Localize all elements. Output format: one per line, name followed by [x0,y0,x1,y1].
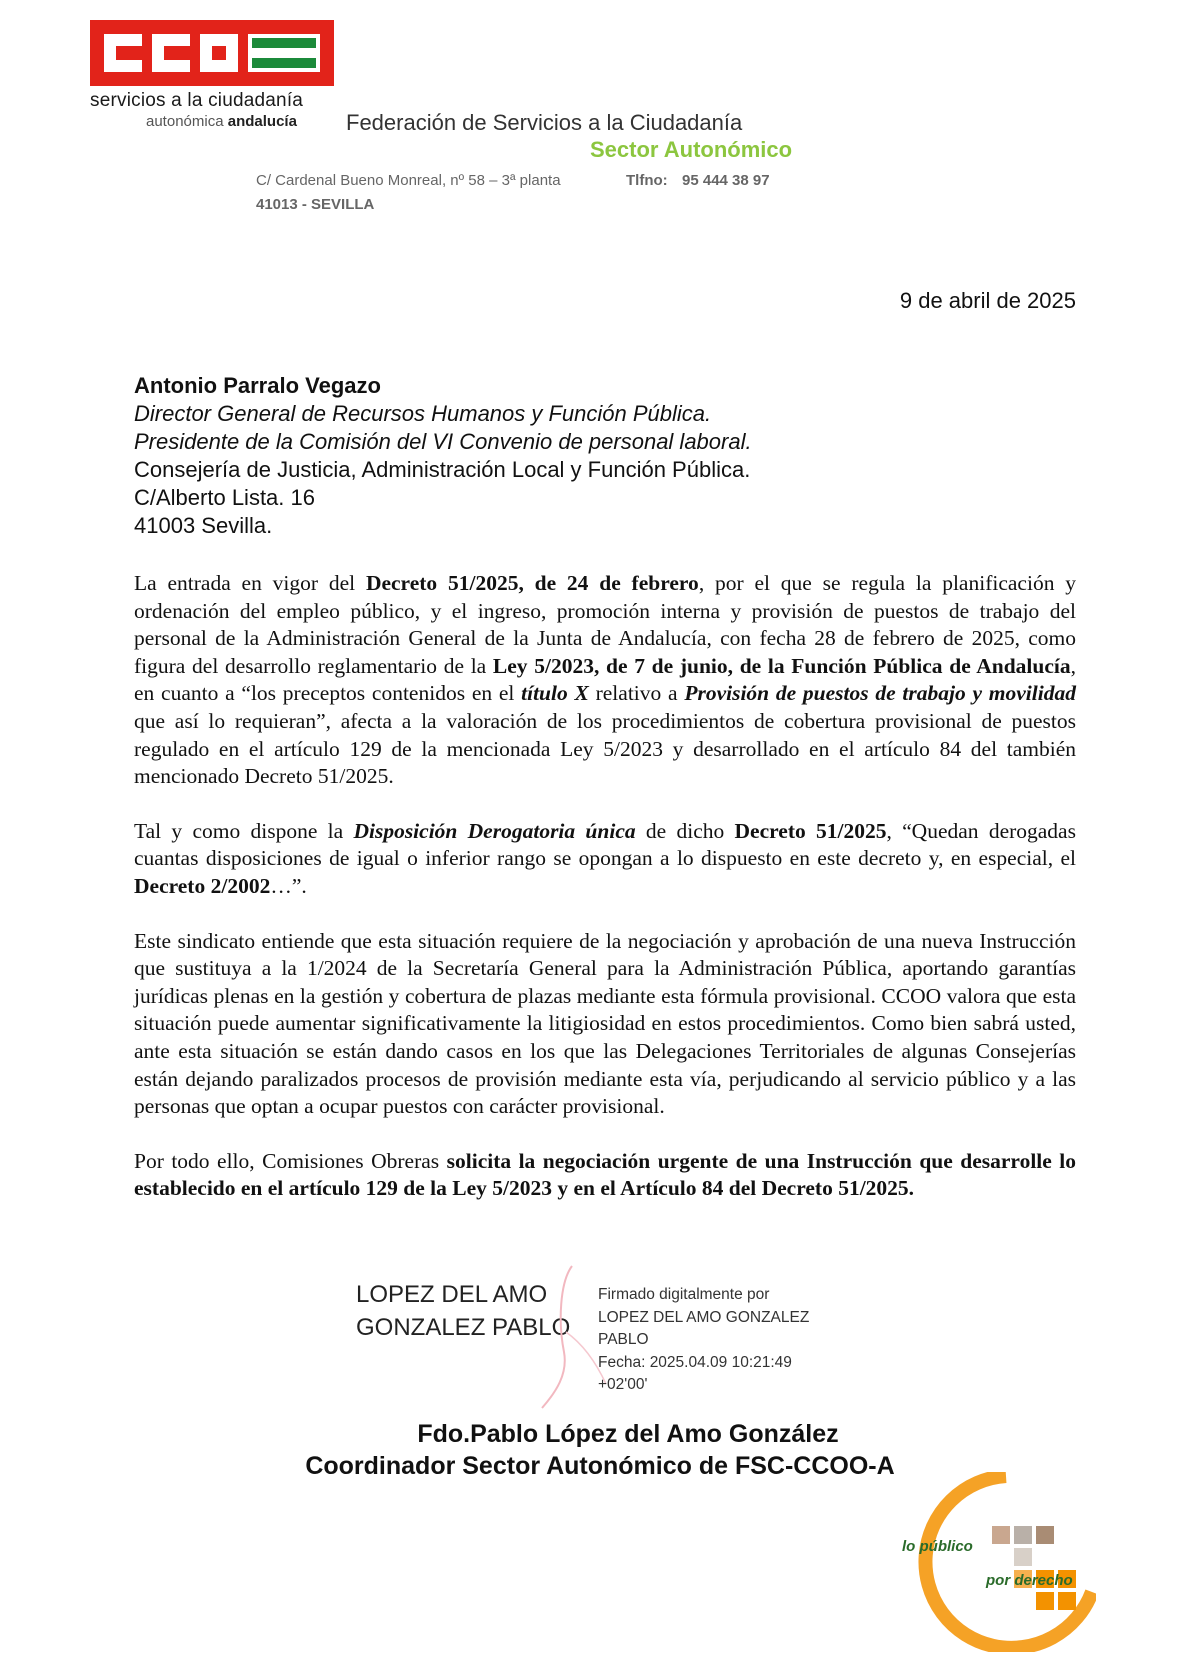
phone-label: Tlfno: [626,172,668,189]
recipient-street: C/Alberto Lista. 16 [134,485,315,510]
badge-text-2: por derecho [986,1572,1073,1589]
recipient-role1: Director General de Recursos Humanos y Función Pública. [134,401,712,426]
org-region [146,113,297,130]
paragraph-1: La entrada en vigor del Decreto 51/2025, de 24 de febrero, por el que se regula la planificación y ordenación del empleo público, y el ingreso, promoción interna y provisión de puestos de trabajo del personal de la Administración General de la Junta de Andalucía, con fecha 28 de febrero de 2025, como figura del desarrollo reglamentario de la Ley 5/2023, de 7 de junio, de la Función Pública de Andalucía, en cuanto a “los preceptos contenidos en el título X relativo a Provisión de puestos de trabajo y movilidad que así lo requieran”, afecta a la valoración de los procedimientos de cobertura provisional de puestos regulado en el artículo 129 de la mencionada Ley 5/2023 y desarrollado en el artículo 84 del también mencionado Decreto 51/2025. [134,571,1077,789]
signature-detail-5: +02'00' [598,1376,648,1393]
signature-details [598,1284,809,1397]
phone-number: 95 444 38 97 [682,172,770,189]
federation-title: Federación de Servicios a la Ciudadanía [346,110,743,135]
ccoo-logo [90,20,334,86]
paragraph-4: Por todo ello, Comisiones Obreras solicita la negociación urgente de una Instrucción que desarrolle lo establecido en el artículo 129 de la Ley 5/2023 y en el Artículo 84 del Decreto 51/2025. [134,1148,1076,1201]
org-region-a: autonómica [146,113,224,130]
sector-title: Sector Autonómico [590,137,793,162]
signature-name-line2: GONZALEZ PABLO [356,1314,571,1341]
recipient-name: Antonio Parralo Vegazo [134,373,381,398]
signature-detail-3: PABLO [598,1331,649,1348]
lo-publico-badge-icon [896,1472,1096,1652]
signature-detail-4: Fecha: 2025.04.09 10:21:49 [598,1353,792,1371]
recipient-city: 41003 Sevilla. [134,513,273,538]
address-line1: C/ Cardenal Bueno Monreal, nº 58 – 3ª planta [256,172,561,189]
paragraph-2: Tal y como dispone la Disposición Derogatoria única de dicho Decreto 51/2025, “Quedan derogadas cuantas disposiciones de igual o inferior rango se opongan a lo dispuesto en este decreto y, en especial, el Decreto 2/2002…”. [134,818,1076,898]
closing-role: Coordinador Sector Autonómico de FSC-CCOO-A [305,1452,895,1480]
signature-stroke-icon [520,1262,610,1412]
letter-body [134,570,1076,1230]
badge-text-1: lo público [902,1538,973,1555]
address-line2: 41013 - SEVILLA [256,196,375,213]
recipient-role2: Presidente de la Comisión del VI Convenio de personal laboral. [134,429,752,454]
paragraph-3: Este sindicato entiende que esta situación requiere de la negociación y aprobación de una nueva Instrucción que sustituya a la 1/2024 de la Secretaría General para la Administración Pública, aportando garantías jurídicas plenas en la gestión y cobertura de plazas mediante esta fórmula provisional. CCOO valora que esta situación puede aumentar significativamente la litigiosidad en estos procedimientos. Como bien sabrá usted, ante esta situación se están dando casos en los que las Delegaciones Territoriales de algunas Consejerías están dejando paralizados procesos de provisión mediante esta vía, perjudicando al servicio público y a las personas que optan a ocupar puestos con carácter provisional. [134,928,1076,1119]
signature-detail-1: Firmado digitalmente por [598,1286,770,1303]
closing-signer: Fdo.Pablo López del Amo González [417,1420,839,1448]
signature-detail-2: LOPEZ DEL AMO GONZALEZ [598,1308,810,1326]
ccoo-logo-icon [90,20,334,86]
letter-date: 9 de abril de 2025 [899,288,1076,313]
org-name: servicios a la ciudadanía [90,90,304,111]
recipient-block [134,372,752,540]
org-region-b: andalucía [227,113,297,130]
signature-name-line1: LOPEZ DEL AMO [356,1281,548,1308]
recipient-org: Consejería de Justicia, Administración Local y Función Pública. [134,457,751,482]
